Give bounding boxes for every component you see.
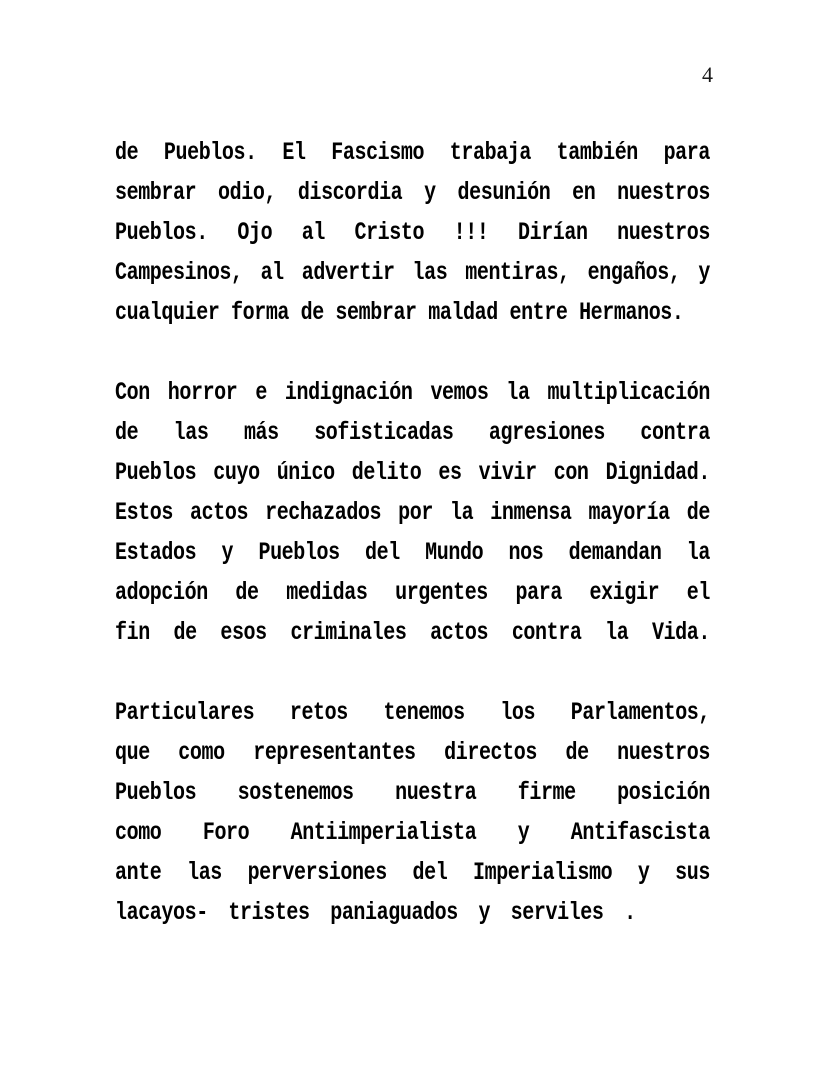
document-body — [115, 134, 710, 934]
text-line: ante las perversiones del Imperialismo y sus — [115, 859, 710, 888]
paragraph-1 — [115, 134, 710, 334]
text-line: Pueblos. Ojo al Cristo !!! Dirían nuestros — [115, 219, 710, 248]
paragraph-2 — [115, 374, 710, 654]
text-line: como Foro Antiimperialista y Antifascista — [115, 819, 710, 848]
text-line: Particulares retos tenemos los Parlamentos, — [115, 699, 710, 728]
text-line: fin de esos criminales actos contra la Vida. — [115, 619, 710, 648]
text-line: cualquier forma de sembrar maldad entre Hermanos. — [115, 299, 684, 328]
text-line: Pueblos sostenemos nuestra firme posición — [115, 779, 710, 808]
text-line: Con horror e indignación vemos la multiplicación — [115, 379, 710, 408]
text-line: Pueblos cuyo único delito es vivir con Dignidad. — [115, 459, 710, 488]
text-line: sembrar odio, discordia y desunión en nuestros — [115, 179, 710, 208]
text-line: de las más sofisticadas agresiones contra — [115, 419, 710, 448]
text-line: adopción de medidas urgentes para exigir el — [115, 579, 710, 608]
text-line: Estos actos rechazados por la inmensa mayoría de — [115, 499, 710, 528]
text-line: Campesinos, al advertir las mentiras, engaños, y — [115, 259, 710, 288]
text-line: Estados y Pueblos del Mundo nos demandan la — [115, 539, 710, 568]
paragraph-3 — [115, 694, 710, 934]
page-number: 4 — [702, 62, 713, 87]
text-line: lacayos- tristes paniaguados y serviles . — [115, 899, 636, 928]
text-line: que como representantes directos de nuestros — [115, 739, 710, 768]
text-line: de Pueblos. El Fascismo trabaja también para — [115, 139, 710, 168]
